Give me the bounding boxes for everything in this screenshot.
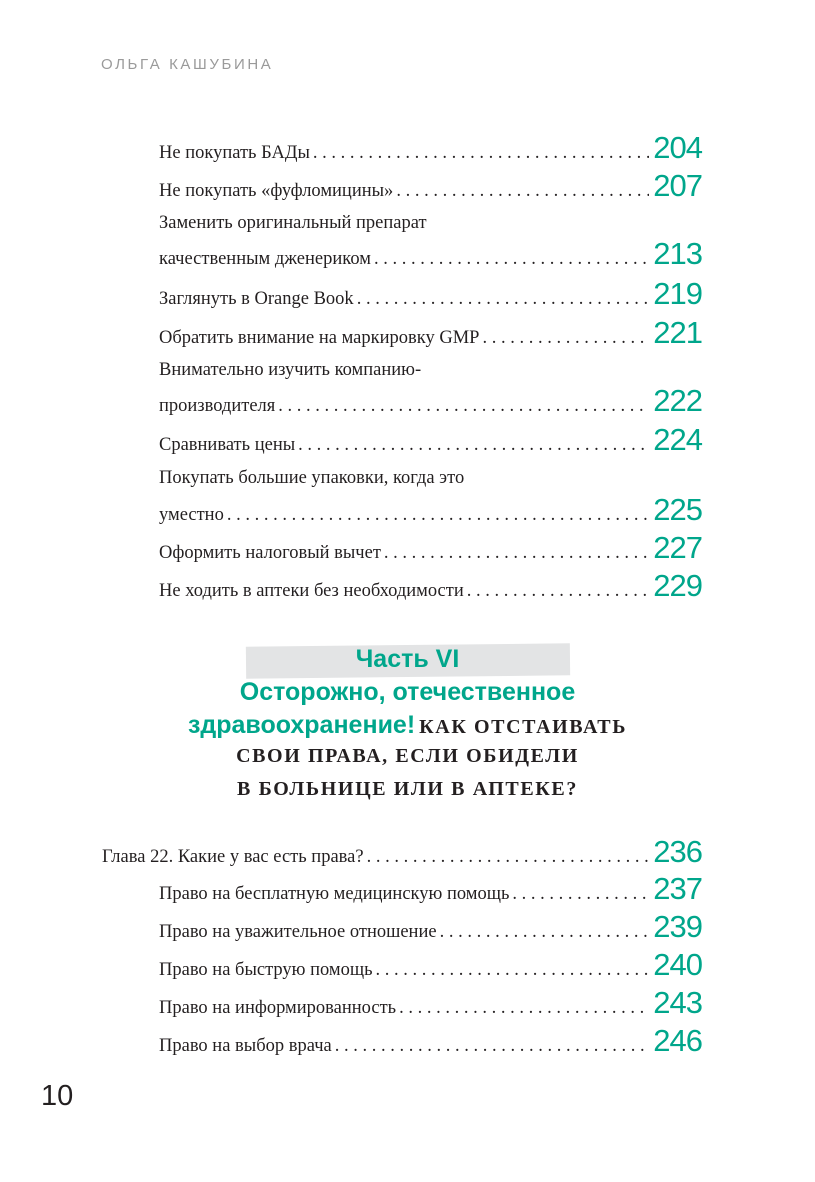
toc-entry-title: Право на бесплатную медицинскую помощь [159,884,510,904]
toc-entry[interactable] [159,132,702,168]
toc-entry[interactable] [159,317,702,353]
toc-page-number: 237 [653,871,702,906]
toc-entry-title: Обратить внимание на маркировку GMP [159,328,480,348]
toc-page-number: 229 [653,568,702,603]
toc-entry-title: Глава 22. Какие у вас есть права? [102,847,364,867]
toc-entry[interactable] [159,911,702,947]
toc-page-number: 239 [653,909,702,944]
part-subtitle: СВОИ ПРАВА, ЕСЛИ ОБИДЕЛИ [236,745,579,767]
leader-dots [440,922,650,943]
toc-entry-title-line1: Покупать большие упаковки, когда это [159,468,465,488]
toc-page-number: 240 [653,947,702,982]
toc-page-number: 224 [653,422,702,457]
toc-page-number: 219 [653,276,702,311]
toc-entry-title-line1: Заменить оригинальный препарат [159,213,427,233]
toc-entry[interactable] [159,570,702,606]
toc-page-number: 222 [653,383,702,418]
toc-entry[interactable] [159,170,702,206]
toc-page-number: 213 [653,236,702,271]
toc-entry-title: Право на уважительное отношение [159,922,437,942]
toc-entry-title: производителя [159,396,276,416]
leader-dots [367,847,650,868]
toc-entry[interactable] [159,424,702,460]
leader-dots [298,435,649,456]
toc-page-number: 236 [653,834,702,869]
toc-entry[interactable] [159,385,702,421]
toc-entry-title: Не ходить в аптеки без необходимости [159,581,464,601]
leader-dots [313,143,649,164]
toc-entry-title: Не покупать «фуфломицины» [159,181,394,201]
leader-dots [399,998,649,1019]
toc-entry[interactable] [159,494,702,530]
part-title-green: здравоохранение! [187,711,416,739]
toc-page-number: 246 [653,1023,702,1058]
toc-entry[interactable] [159,278,702,314]
toc-entry[interactable] [159,238,702,274]
toc-entry[interactable] [159,949,702,985]
toc-entry-title: уместно [159,505,224,525]
part-title-line [0,778,815,801]
leader-dots [384,543,649,564]
toc-chapter-entry[interactable] [102,836,702,872]
toc-page-number: 225 [653,492,702,527]
leader-dots [467,581,650,602]
toc-entry-title: Право на информированность [159,998,397,1018]
part-title-line [0,745,815,768]
toc-entry[interactable] [159,1025,702,1061]
running-head: ОЛЬГА КАШУБИНА [101,56,274,73]
part-title-green: Осторожно, отечественное [239,678,576,706]
leader-dots [227,505,649,526]
toc-entry-title: Право на выбор врача [159,1036,332,1056]
toc-page-number: 227 [653,530,702,565]
toc-entry-title: качественным дженериком [159,249,371,269]
part-number[interactable]: Часть VI [355,645,460,673]
leader-dots [512,884,649,905]
toc-entry-title: Заглянуть в Orange Book [159,289,354,309]
leader-dots [396,181,649,202]
leader-dots [376,960,650,981]
toc-entry[interactable] [159,987,702,1023]
toc-entry-title: Не покупать БАДы [159,143,310,163]
toc-entry[interactable] [159,532,702,568]
part-subtitle: КАК ОТСТАИВАТЬ [419,716,628,738]
leader-dots [482,328,649,349]
toc-entry-title-line1: Внимательно изучить компанию- [159,360,422,380]
part-title-line [0,711,815,740]
leader-dots [357,289,650,310]
leader-dots [374,249,649,270]
toc-entry-title: Оформить налоговый вычет [159,543,381,563]
toc-page-number: 221 [653,315,702,350]
part-title-line [0,678,815,707]
toc-entry[interactable] [159,873,702,909]
toc-page-number: 204 [653,130,702,165]
page-number-folio: 10 [41,1080,74,1112]
toc-page-number: 207 [653,168,702,203]
leader-dots [278,396,649,417]
leader-dots [335,1036,650,1057]
toc-entry-title: Сравнивать цены [159,435,296,455]
toc-page-number: 243 [653,985,702,1020]
toc-entry-title: Право на быструю помощь [159,960,373,980]
part-subtitle: В БОЛЬНИЦЕ ИЛИ В АПТЕКЕ? [237,778,578,800]
